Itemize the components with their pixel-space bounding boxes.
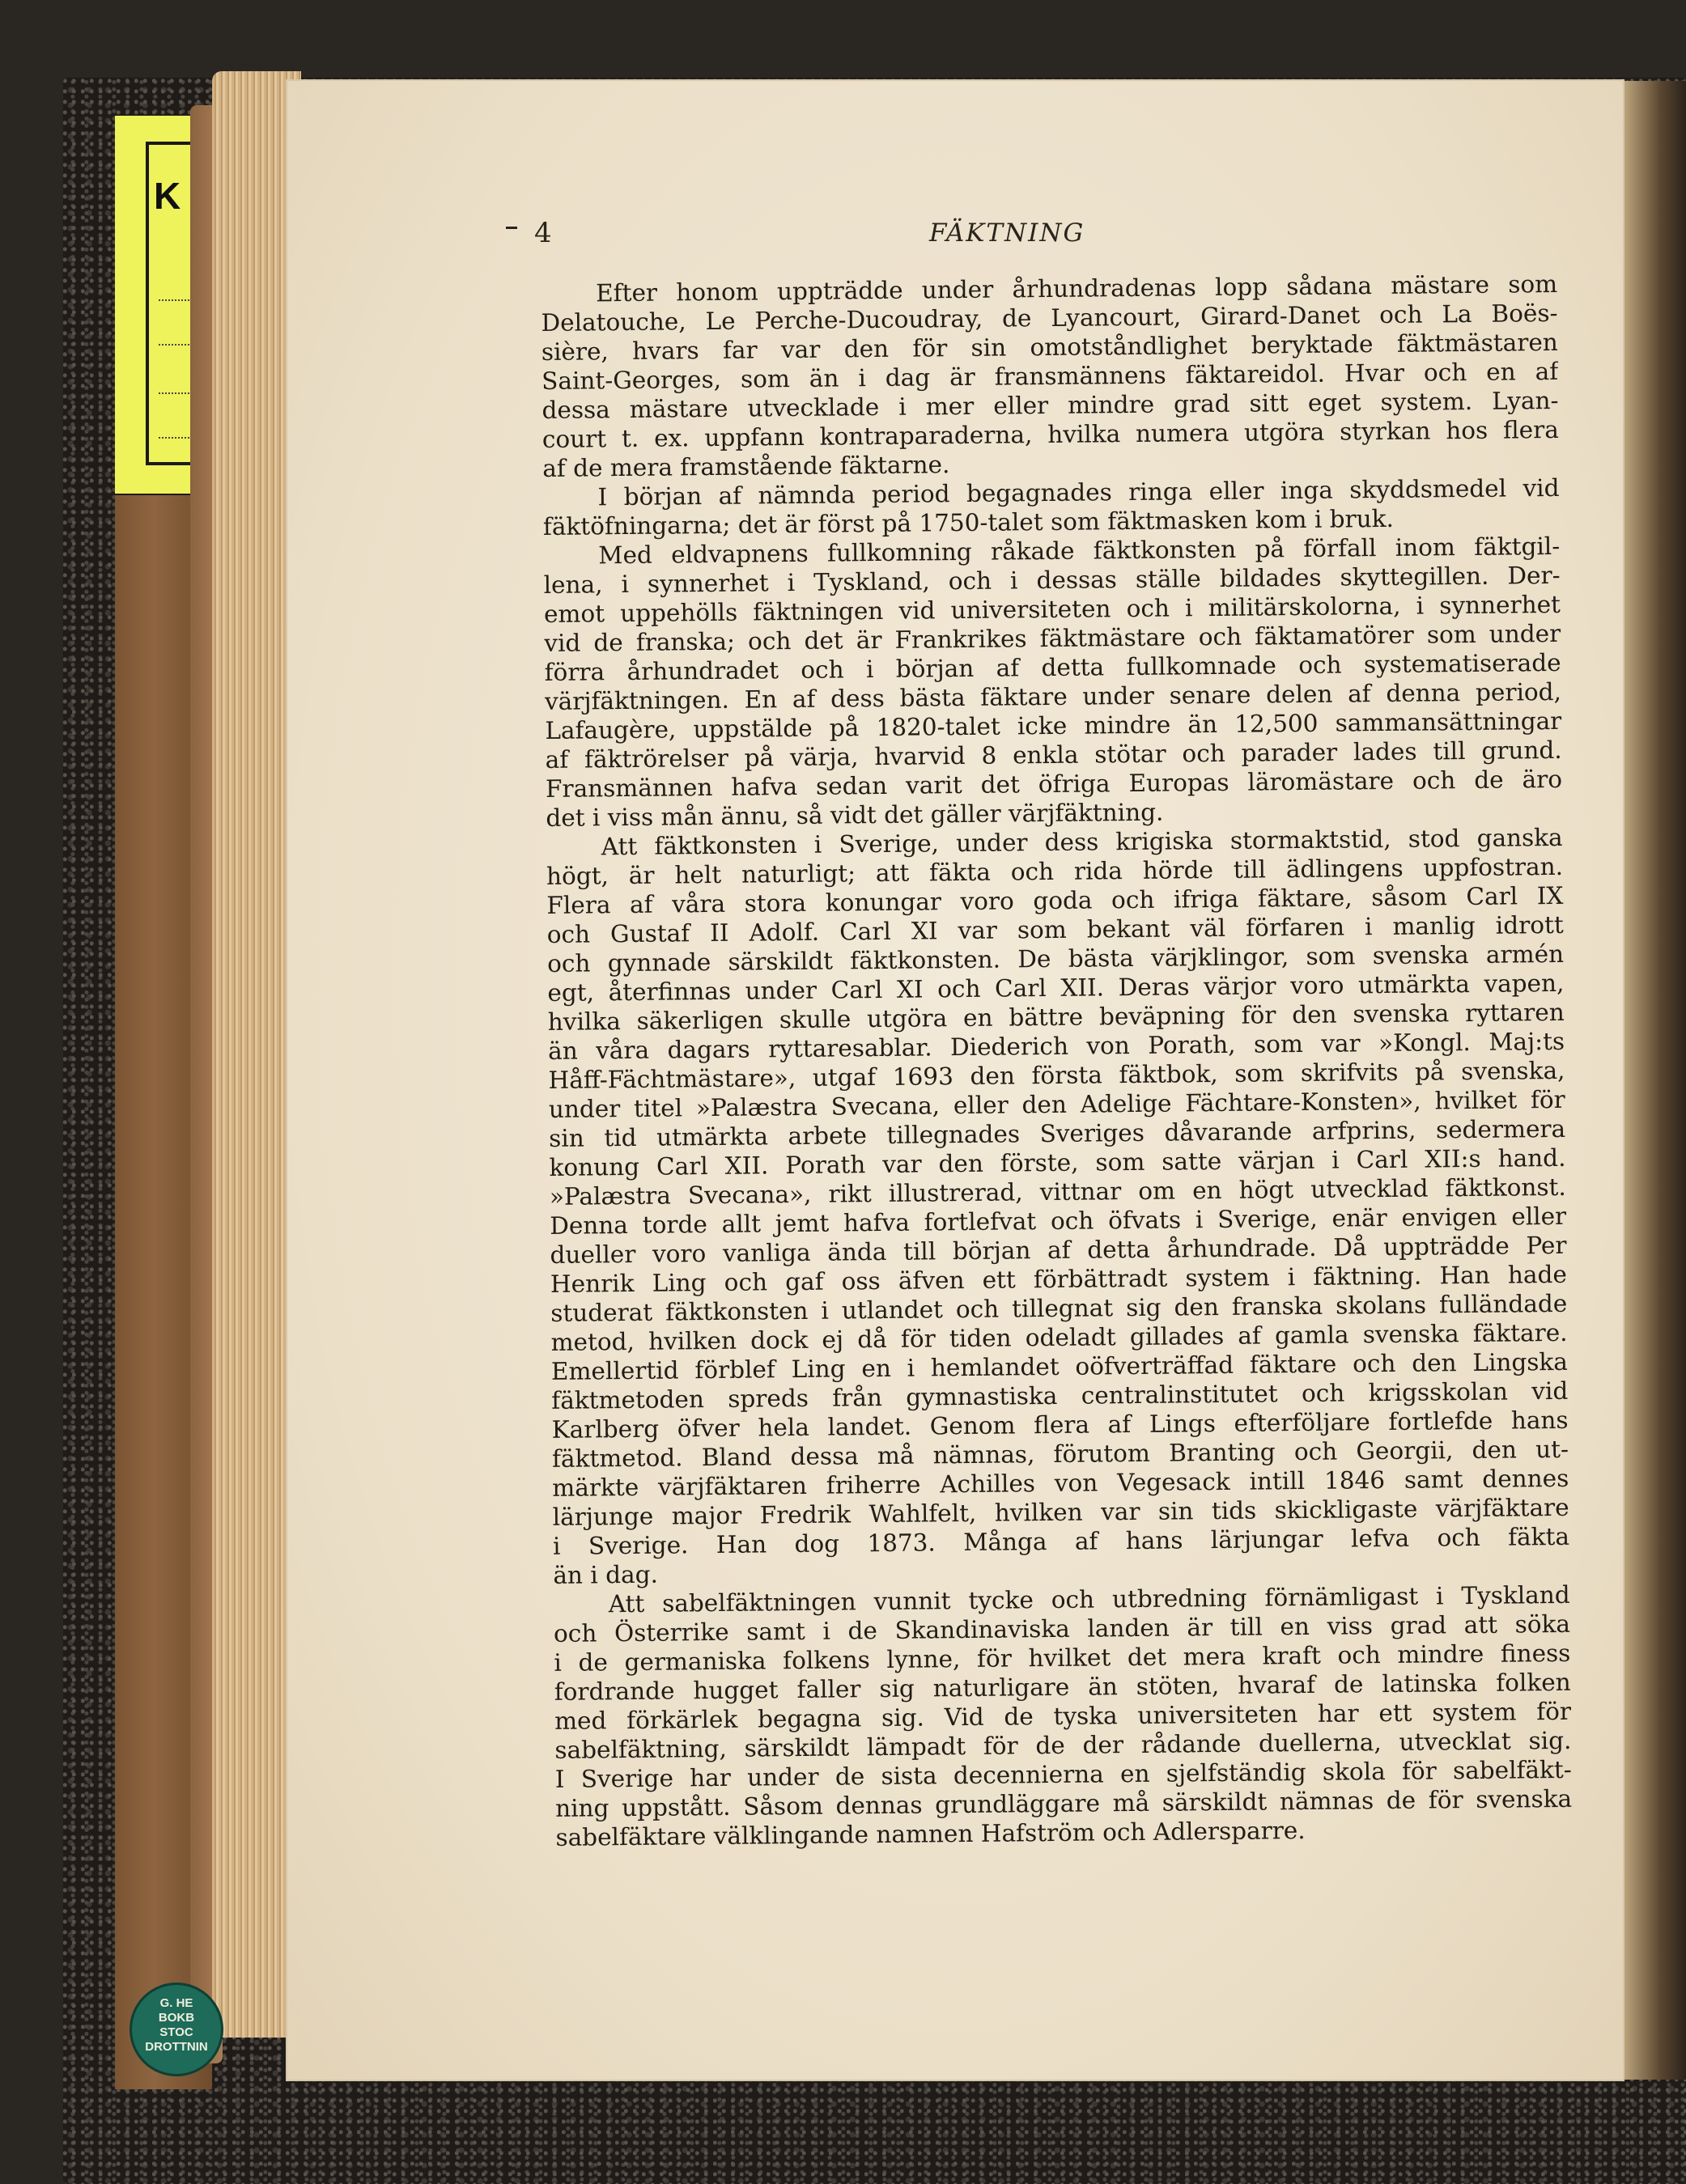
text-line: ning uppstått. Såsom dennas grundläggare må särskildt nämnas de för svenska	[554, 1784, 1573, 1822]
label-text: K	[154, 175, 181, 217]
stamp-line: BOKB	[158, 2011, 195, 2025]
text-line: fordrande hugget faller sig naturligare än stöten, hvaraf de latinska folken	[554, 1668, 1571, 1706]
text-line: fäktmetoden spreds från gymnastiska centralinstitutet och krigsskolan vid	[551, 1376, 1569, 1414]
text-line: dessa mästare utvecklade i mer eller mindre grad sitt eget system. Lyan-	[541, 386, 1559, 424]
text-line: studerat fäktkonsten i utlandet och tillegnat sig den franska skolans fulländade	[550, 1289, 1568, 1327]
text-line: det i viss mån ännu, så vidt det gäller värjfäktning.	[546, 798, 1164, 832]
text-line: Flera af våra stora konungar voro goda och ifriga fäktare, såsom Carl IX	[546, 881, 1564, 919]
text-line: sabelfäktning, särskildt lämpadt för de der rådande duellerna, utvecklat sig.	[554, 1726, 1572, 1764]
text-line: Att fäktkonsten i Sverige, under dess krigiska stormaktstid, stod ganska	[601, 823, 1563, 861]
text-line: hvilka säkerligen skulle utgöra en bättre beväpning för den svenska ryttaren	[547, 998, 1565, 1036]
text-line: än i dag.	[553, 1560, 659, 1589]
text-line: förra århundradet och i början af detta fullkomnade och systematiserade	[544, 648, 1561, 686]
text-line: sabelfäktare välklingande namnen Hafström och Adlersparre.	[555, 1817, 1306, 1851]
text-line: sin tid utmärkta arbete tillegnades Sveriges dåvarande arfprins, sedermera	[549, 1114, 1566, 1152]
text-line: Efter honom uppträdde under århundradenas lopp sådana mästare som	[596, 269, 1558, 307]
text-line: Lafaugère, uppstälde på 1820-talet icke mindre än 12,500 sammansättningar	[545, 706, 1562, 744]
text-line: emot uppehölls fäktningen vid universiteten och i militärskolorna, i synnerhet	[543, 590, 1561, 628]
text-line: Håff-Fächtmästare», utgaf 1693 den första fäktbok, som skrifvits på svenska,	[548, 1056, 1565, 1094]
text-line: med förkärlek begagna sig. Vid de tyska universiteten har ett system för	[554, 1697, 1572, 1735]
stamp-line: STOC	[159, 2025, 193, 2039]
text-line: konung Carl XII. Porath var den förste, som satte värjan i Carl XII:s hand.	[549, 1143, 1566, 1181]
page-number: 4	[534, 217, 552, 249]
text-line: Fransmännen hafva sedan varit det öfriga Europas läromästare och de äro	[545, 765, 1563, 803]
text-line: högt, är helt naturligt; att fäkta och rida hörde till ädlingens uppfostran.	[546, 852, 1564, 890]
text-line: lärjunge major Fredrik Wahlfelt, hvilken var sin tids skickligaste värjfäktare	[552, 1493, 1569, 1531]
text-line: lena, i synnerhet i Tyskland, och i dessas ställe bildades skyttegillen. Der-	[543, 561, 1561, 599]
text-line: än våra dagars ryttaresablar. Diederich von Porath, som var »Kongl. Maj:ts	[547, 1027, 1565, 1065]
text-line: värjfäktningen. En af dess bästa fäktare under senare delen af denna period,	[544, 677, 1562, 715]
text-line: court t. ex. uppfann kontraparaderna, hvilka numera utgöra styrkan hos flera	[541, 415, 1560, 453]
text-line: egt, återfinnas under Carl XI och Carl XII. Deras värjor voro utmärkta vapen,	[547, 969, 1565, 1007]
text-line: sière, hvars far var den för sin omotståndlighet beryktade fäktmästaren	[541, 328, 1558, 366]
text-line: dueller voro vanliga ända till början af detta århundrade. Då uppträdde Per	[550, 1231, 1567, 1269]
text-line: och gynnade särskildt fäktkonsten. De bästa värjklingor, som svenska armén	[546, 939, 1565, 977]
text-line: och Österrike samt i de Skandinaviska landen är till en viss grad att söka	[553, 1609, 1571, 1648]
text-line: i Sverige. Han dog 1873. Många af hans lärjungar lefva och fäkta	[552, 1522, 1570, 1560]
running-head: FÄKTNING	[929, 218, 1085, 248]
text-line: märkte värjfäktaren friherre Achilles von Vegesack intill 1846 samt dennes	[552, 1464, 1569, 1502]
text-line: af de mera framstående fäktarne.	[542, 451, 950, 482]
text-line: Med eldvapnens fullkomning råkade fäktkonsten på förfall inom fäktgil-	[598, 532, 1561, 570]
text-line: fäktöfningarna; det är först på 1750-talet som fäktmasken kom i bruk.	[542, 504, 1395, 541]
text-line: Saint-Georges, som än i dag är fransmännens fäktareidol. Hvar och en af	[541, 357, 1559, 395]
bookbinder-stamp	[130, 1983, 223, 2076]
text-line: Henrik Ling och gaf oss äfven ett förbättradt system i fäktning. Han hade	[550, 1260, 1568, 1298]
text-line: vid de franska; och det är Frankrikes fäktmästare och fäktamatörer som under	[544, 619, 1561, 657]
text-line: Denna torde allt jemt hafva fortlefvat och öfvats i Sverige, enär envigen eller	[550, 1202, 1567, 1240]
stamp-line: DROTTNIN	[145, 2040, 208, 2054]
text-line: I Sverige har under de sista decennierna en sjelfständig skola för sabelfäkt-	[554, 1755, 1572, 1793]
text-line: under titel »Palæstra Svecana, eller den Adelige Fächtare-Konsten», hvilket för	[548, 1085, 1565, 1123]
body-text	[541, 269, 1573, 1852]
text-line: i de germaniska folkens lynne, för hvilket det mera kraft och mindre finess	[554, 1639, 1571, 1677]
book-gutter	[1623, 81, 1686, 2080]
text-line: metod, hvilken dock ej då för tiden odeladt gillades af gamla svenska fäktare.	[550, 1318, 1568, 1356]
stamp-line: G. HE	[159, 1996, 193, 2010]
text-line: Att sabelfäktningen vunnit tycke och utbredning förnämligast i Tyskland	[608, 1580, 1570, 1618]
text-line: »Palæstra Svecana», rikt illustrerad, vittnar om en högt utvecklad fäktkonst.	[549, 1173, 1566, 1211]
text-line: I början af nämnda period begagnades ringa eller inga skyddsmedel vid	[597, 473, 1560, 511]
text-line: Karlberg öfver hela landet. Genom flera af Lings efterföljare fortlefde hans	[551, 1406, 1569, 1444]
text-line: och Gustaf II Adolf. Carl XI var som bekant väl förfaren i manlig idrott	[546, 910, 1564, 948]
text-line: Emellertid förblef Ling en i hemlandet oöfverträffad fäktare och den Lingska	[550, 1347, 1569, 1385]
text-line: fäktmetod. Bland dessa må nämnas, förutom Branting och Georgii, den ut-	[551, 1435, 1569, 1473]
margin-dash	[506, 227, 517, 229]
text-line: af fäktrörelser på värja, hvarvid 8 enkla stötar och parader lades till grund.	[545, 736, 1562, 774]
text-line: Delatouche, Le Perche-Ducoudray, de Lyancourt, Girard-Danet och La Boës-	[541, 299, 1558, 337]
